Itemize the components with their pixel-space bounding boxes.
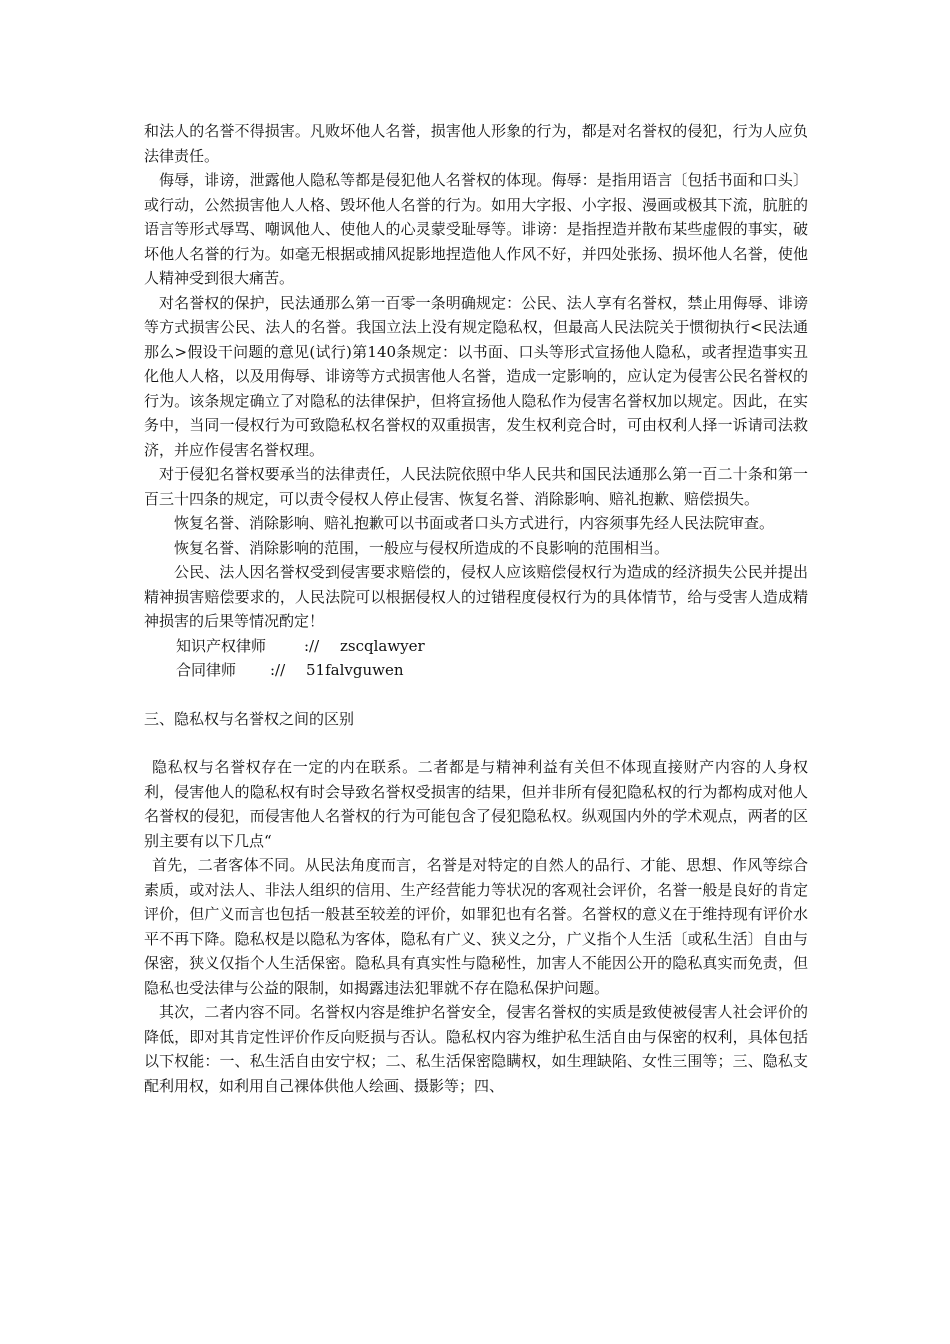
section-heading: 三、隐私权与名誉权之间的区别 bbox=[144, 709, 355, 728]
link-protocol: :// bbox=[304, 636, 320, 655]
paragraph-reputation-intro: 和法人的名誉不得损害。凡败坏他人名誉，损害他人形象的行为，都是对名誉权的侵犯，行为人应负法律责任。 bbox=[144, 122, 808, 165]
link-protocol: :// bbox=[270, 661, 286, 679]
paragraph-insult-defamation: 侮辱，诽谤，泄露他人隐私等都是侵犯他人名誉权的体现。侮辱：是指用语言〔包括书面和口头〕或行动，公然损害他人人格、毁坏他人名誉的行为。如用大字报、小字报、漫画或极其下流，肮脏的语言等形式辱骂、嘲讽他人、使他人的心灵蒙受耻辱等。诽谤：是指捏造并散布某些虚假的事实，破坏他人名誉的行为。如毫无根据或捕风捉影地捏造他人作风不好，并四处张扬、损坏他人名誉，使他人精神受到很大痛苦。 bbox=[144, 171, 808, 287]
paragraph-different-object: 首先，二者客体不同。从民法角度而言，名誉是对特定的自然人的品行、才能、思想、作风等综合素质，或对法人、非法人组织的信用、生产经营能力等状况的客观社会评价，名誉一般是良好的肯定评价，但广义而言也包括一般甚至较差的评价，如罪犯也有名誉。名誉权的意义在于维持现有评价水平不再下降。隐私权是以隐私为客体，隐私有广义、狭义之分，广义指个人生活〔或私生活〕自由与保密，狭义仅指个人生活保密。隐私具有真实性与隐秘性，加害人不能因公开的隐私真实而免责，但隐私也受法律与公益的限制，如揭露违法犯罪就不存在隐私保护问题。 bbox=[144, 856, 808, 997]
link-site[interactable]: 51falvguwen bbox=[306, 661, 404, 679]
link-line-ip-lawyer[interactable] bbox=[144, 634, 808, 659]
link-label: 知识产权律师 bbox=[176, 636, 267, 655]
paragraph-privacy-vs-reputation: 隐私权与名誉权存在一定的内在联系。二者都是与精神利益有关但不体现直接财产内容的人身权利，侵害他人的隐私权有时会导致名誉权受损害的结果，但并非所有侵犯隐私权的行为都构成对他人名誉权的侵犯，而侵害他人名誉权的行为可能包含了侵犯隐私权。纵观国内外的学术观点，两者的区别主要有以下几点“ bbox=[144, 758, 808, 850]
paragraph-reputation-protection: 对名誉权的保护，民法通那么第一百零一条明确规定：公民、法人享有名誉权，禁止用侮辱、诽谤等方式损害公民、法人的名誉。我国立法上没有规定隐私权，但最高人民法院关于惯彻执行<民法通那么>假设干问题的意见(试行)第140条规定：以书面、口头等形式宣扬他人隐私，或者捏造事实丑化他人人格，以及用侮辱、诽谤等方式损害他人名誉，造成一定影响的，应认定为侵害公民名誉权的行为。该条规定确立了对隐私的法律保护，但将宣扬他人隐私作为侵害名誉权加以规定。因此，在实务中，当同一侵权行为可致隐私权名誉权的双重损害，发生权利竞合时，可由权利人择一诉请司法救济，并应作侵害名誉权理。 bbox=[144, 293, 808, 459]
link-label: 合同律师 bbox=[176, 661, 237, 679]
link-site[interactable]: zscqlawyer bbox=[340, 636, 425, 655]
paragraph-compensation: 公民、法人因名誉权受到侵害要求赔偿的，侵权人应该赔偿侵权行为造成的经济损失公民并提出精神损害赔偿要求的，人民法院可以根据侵权人的过错程度侵权行为的具体情节，给与受害人造成精神损害的后果等情况酌定！ bbox=[144, 563, 808, 630]
paragraph-legal-liability: 对于侵犯名誉权要承当的法律责任，人民法院依照中华人民共和国民法通那么第一百二十条和第一百三十四条的规定，可以责令侵权人停止侵害、恢复名誉、消除影响、赔礼抱歉、赔偿损失。 bbox=[144, 465, 808, 508]
paragraph-restore-scope: 恢复名誉、消除影响的范围，一般应与侵权所造成的不良影响的范围相当。 bbox=[174, 538, 670, 557]
link-line-contract-lawyer[interactable] bbox=[144, 658, 808, 683]
document-page bbox=[144, 119, 808, 1098]
paragraph-different-content: 其次，二者内容不同。名誉权内容是维护名誉安全，侵害名誉权的实质是致使被侵害人社会评价的降低，即对其肯定性评价作反向贬损与否认。隐私权内容为维护私生活自由与保密的权利，具体包括以下权能：一、私生活自由安宁权；二、私生活保密隐瞒权，如生理缺陷、女性三围等；三、隐私支配利用权，如利用自己裸体供他人绘画、摄影等；四、 bbox=[144, 1003, 808, 1095]
paragraph-restore-reputation: 恢复名誉、消除影响、赔礼抱歉可以书面或者口头方式进行，内容须事先经人民法院审查。 bbox=[174, 514, 775, 532]
